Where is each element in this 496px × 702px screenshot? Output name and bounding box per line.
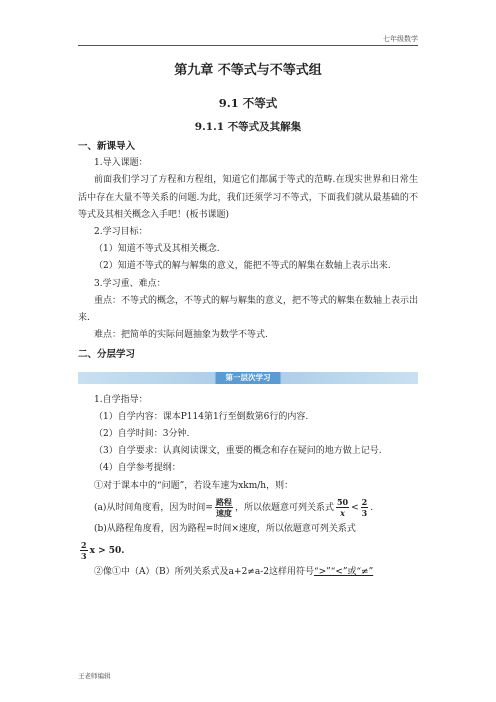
fraction-numerator: 2 [81,540,87,551]
part1-heading: 一、新课导入 [78,141,136,152]
guide-item-2: （2）自学时间：3分钟. [94,429,190,440]
fraction-denominator: 速度 [215,507,232,518]
qa-mid: ，所以依题意可列关系式 [234,502,334,513]
q2-suffix: ）所列关系式及a+2≠a-2这样用符号 [165,567,314,578]
q2-mid: ）（ [145,567,160,578]
header-right-text: 七年级数学 [383,35,418,43]
inequality-fraction [80,540,88,561]
question-2 [78,564,418,581]
qa-prefix: (a)从时间角度看，因为时间= [94,502,213,513]
intro-text: 前面我们学习了方程和方程组，知道它们都属于等式的范畴.在现实世界和日常生活中存在大量不等关系的问题.为此，我们还须学习不等式，下面我们就从最基础的不等式及其相关概念入手吧！(板书课题) [78,175,418,220]
section-title: 9.1 不等式 [218,96,278,110]
fraction-denominator: x [340,507,345,518]
goals-label: 2.学习目标： [94,227,148,238]
fraction-denominator: 3 [361,507,368,518]
q2-answer-b: B [159,567,166,578]
question-b: (b)从路程角度看，因为路程=时间×速度，所以依题意可列关系式 [94,523,356,534]
chapter-title: 第九章 不等式与不等式组 [174,63,322,78]
fraction-numerator: 2 [361,496,368,507]
part2-heading: 二、分层学习 [78,349,136,361]
intro-label: 1.导入课题： [94,158,148,169]
fraction-denominator: 3 [81,551,87,562]
goal-2: （2）知道不等式的解与解集的意义，能把不等式的解集在数轴上表示出来. [94,261,391,272]
footer-text: 王老师编辑 [78,672,111,680]
time-formula-fraction [215,497,233,518]
inequality-fraction-right [361,497,369,518]
fraction-numerator: 路程 [215,496,232,507]
key-label: 3.学习重、难点： [94,278,166,289]
q2-answer-a: A [139,567,146,578]
inequality-fraction-left [336,497,349,518]
guide-item-3: （3）自学要求：认真阅读课文，重要的概念和存在疑问的地方做上记号. [94,446,382,457]
level-banner-label: 第一层次学习 [216,372,281,384]
goal-1: （1）知道不等式及其相关概念. [94,244,220,255]
question-1: ①对于课本中的“问题”，若设车速为xkm/h，则： [94,480,294,491]
header-divider [78,45,418,46]
q2-prefix: ②像①中（ [94,567,140,578]
document-body [78,58,418,581]
level-banner [78,372,418,384]
less-than-sign: < [351,502,359,513]
subsection-title: 9.1.1 不等式及其解集 [194,121,302,133]
question-a [78,495,418,521]
key-text: 重点：不等式的概念，不等式的解与解集的意义，把不等式的解集在数轴上表示出来. [78,295,419,324]
inequality-rest: x > 50. [89,546,125,557]
difficulty-text: 难点：把简单的实际问题抽象为数学不等式. [94,330,268,341]
guide-item-1: （1）自学内容：课本P114第1行至倒数第6行的内容. [94,411,309,422]
qa-end: . [370,502,374,513]
question-b-formula [78,538,418,564]
guide-label: 1.自学指导： [94,394,148,405]
guide-item-4: （4）自学参考提纲： [94,463,181,474]
fraction-numerator: 50 [336,496,349,507]
q2-symbols: “>”“<”或“≠” [313,567,374,578]
